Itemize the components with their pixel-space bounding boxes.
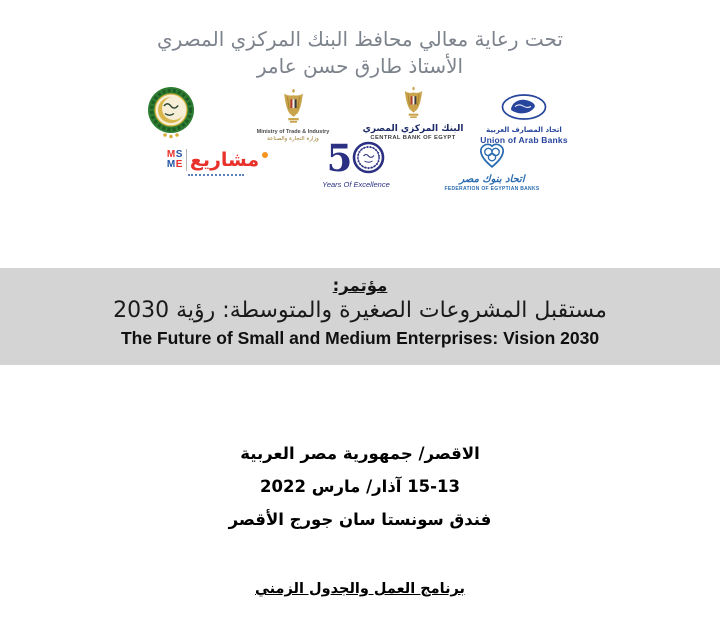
egypt-eagle-icon [280,88,307,128]
central-bank-egypt-logo [362,86,464,141]
fifty-years-logo [322,136,390,189]
ministry-caption-ar: وزارة التجارة والصناعة [267,136,319,142]
fifty-years-mark [326,136,386,180]
msme-letter: M [166,149,176,160]
msme-letter: M [166,159,176,170]
venue-city-line: الاقصر/ جمهورية مصر العربية [240,444,480,463]
venue-hotel-line: فندق سونستا سان جورج الأقصر [228,510,492,529]
arab-league-logo [145,85,198,145]
ministry-caption-en: Ministry of Trade & Industry [256,129,330,135]
patronage-header [0,26,720,80]
venue-block [0,443,720,542]
msme-tagline-strip [188,174,244,176]
msme-arabic-word: مشاريع [189,149,260,171]
cbe-calligraphy: البنك المركزي المصري [362,124,464,134]
arab-league-wreath-icon [145,85,198,145]
agenda-link[interactable]: برنامج العمل والجدول الزمني [254,581,466,597]
fifty-digit: 5 [326,136,353,180]
conference-banner [0,268,720,365]
conference-title-english: The Future of Small and Medium Enterprises: Vision 2030 [120,328,600,348]
patronage-line-2: الأستاذ طارق حسن عامر [256,54,464,78]
msme-initials [167,150,183,170]
msme-wordmark [167,149,265,171]
globe-icon [501,94,547,124]
fifty-years-caption: Years Of Excellence [322,180,390,189]
conference-kicker: مؤتمر: [332,276,388,295]
msme-letter: S [175,149,183,160]
uab-caption: Union of Arab Banks [480,135,568,145]
msme-letter: E [175,159,183,170]
footer [0,578,720,597]
feb-caption: FEDERATION OF EGYPTIAN BANKS [444,186,540,192]
feb-emblem-icon [478,143,506,173]
fifty-emblem-icon [352,141,385,178]
msme-dot-icon [262,152,268,158]
conference-title-arabic: مستقبل المشروعات الصغيرة والمتوسطة: رؤية 2030 [113,298,607,323]
msme-logo [166,149,260,176]
patronage-line-1: تحت رعاية معالي محافظ البنك المركزي المصري [157,27,563,51]
cbe-caption: CENTRAL BANK OF EGYPT [370,135,456,141]
feb-calligraphy: اتحاد بنوك مصر [459,174,525,185]
ministry-trade-industry-logo [255,88,331,142]
msme-divider [186,149,187,171]
federation-egyptian-banks-logo [444,143,540,192]
venue-date-line: 15-13 آذار/ مارس 2022 [260,477,460,496]
uab-calligraphy: اتحاد المصارف العربية [486,126,562,134]
union-arab-banks-logo [480,94,568,145]
egypt-eagle-icon [401,86,426,123]
